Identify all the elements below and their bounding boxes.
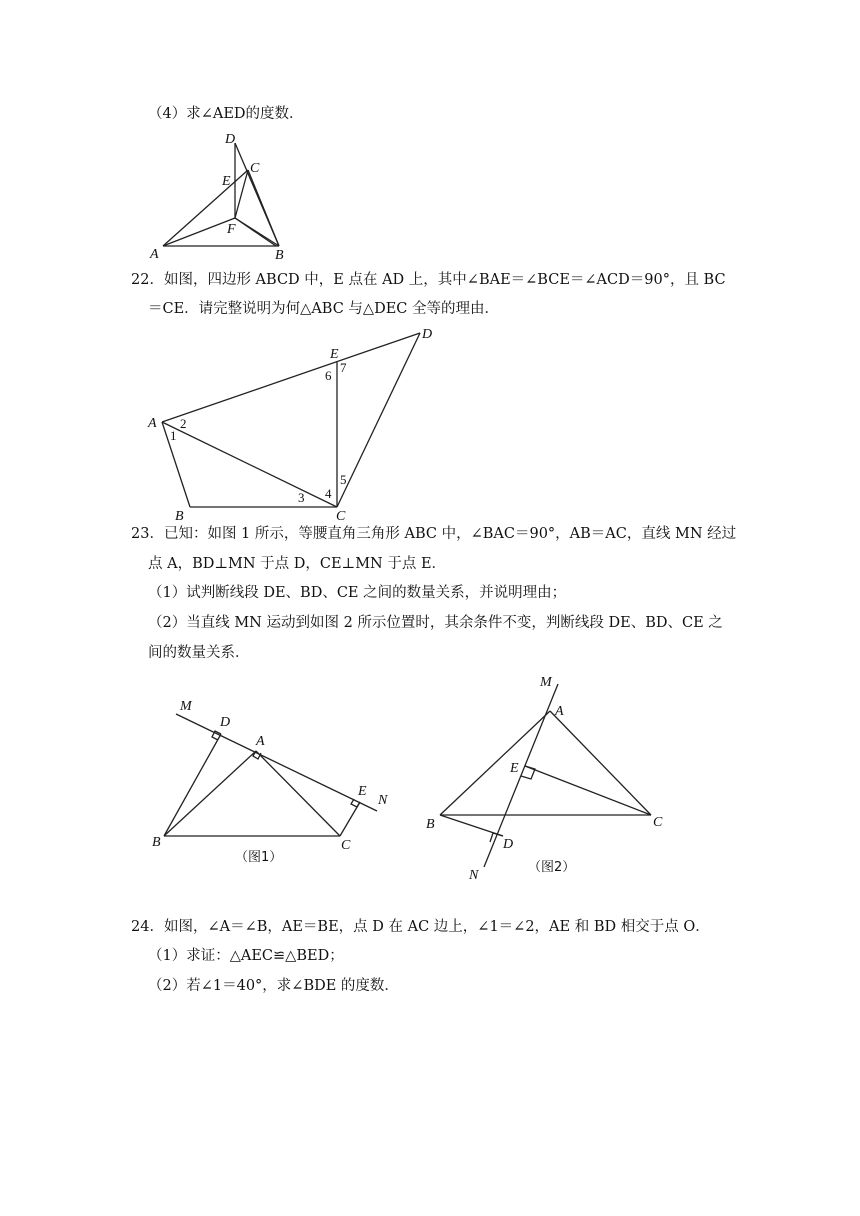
fig1-label-a: A	[256, 734, 265, 749]
q22-angle-4: 4	[325, 486, 332, 501]
q21-label-d: D	[225, 132, 236, 147]
q23-part2b: 间的数量关系．	[148, 645, 250, 661]
fig1-label-b: B	[152, 835, 161, 850]
q22-angle-6: 6	[325, 368, 332, 383]
fig2-label-d: D	[503, 837, 514, 852]
fig2-label-m: M	[540, 675, 552, 690]
q24-part1: （1）求证：△AEC≌△BED；	[148, 948, 344, 964]
q22-label-e: E	[330, 347, 339, 362]
q24-part2: （2）若∠1＝40°，求∠BDE 的度数．	[148, 978, 399, 994]
q22-label-a: A	[148, 416, 157, 431]
fig1-label-e: E	[358, 784, 367, 799]
fig2-label-e: E	[510, 761, 519, 776]
fig1-label-m: M	[180, 699, 192, 714]
q22-angle-3: 3	[298, 490, 305, 505]
q23-line2: 点 A，BD⊥MN 于点 D，CE⊥MN 于点 E．	[148, 556, 447, 572]
q22-line1: 22．如图，四边形 ABCD 中，E 点在 AD 上，其中∠BAE＝∠BCE＝∠ACD＝90°，且 BC	[131, 272, 726, 288]
q22-line2: ＝CE．请完整说明为何△ABC 与△DEC 全等的理由．	[148, 301, 499, 317]
q22-label-b: B	[175, 509, 184, 524]
fig2-label-b: B	[426, 817, 435, 832]
q23-part1: （1）试判断线段 DE、BD、CE 之间的数量关系，并说明理由；	[148, 585, 567, 601]
fig2-caption: （图2）	[528, 860, 576, 875]
q22-label-c: C	[336, 509, 346, 524]
q21-label-e: E	[222, 174, 231, 189]
fig1-caption: （图1）	[235, 850, 283, 865]
q22-label-d: D	[422, 327, 433, 342]
fig2-label-n: N	[469, 868, 479, 883]
q21-label-c: C	[250, 161, 260, 176]
q22-angle-7: 7	[340, 360, 347, 375]
q22-angle-2: 2	[180, 416, 187, 431]
q24-line1: 24．如图，∠A＝∠B，AE＝BE，点 D 在 AC 边上，∠1＝∠2，AE 和 BD 相交于点 O．	[131, 919, 710, 935]
q22-angle-1: 1	[170, 428, 177, 443]
q21-label-f: F	[227, 222, 236, 237]
fig1-label-d: D	[220, 715, 231, 730]
q23-part2a: （2）当直线 MN 运动到如图 2 所示位置时，其余条件不变，判断线段 DE、BD、CE 之	[148, 615, 723, 631]
q21-label-a: A	[150, 247, 159, 262]
fig1-label-c: C	[341, 838, 351, 853]
fig2-label-a: A	[555, 704, 564, 719]
fig1-label-n: N	[378, 793, 388, 808]
q22-angle-5: 5	[340, 472, 347, 487]
q21-label-b: B	[275, 248, 284, 263]
q23-line1: 23．已知：如图 1 所示，等腰直角三角形 ABC 中，∠BAC＝90°，AB＝AC，直线 MN 经过	[131, 526, 737, 542]
q21-part4: （4）求∠AED的度数．	[148, 106, 304, 122]
fig2-label-c: C	[653, 815, 663, 830]
